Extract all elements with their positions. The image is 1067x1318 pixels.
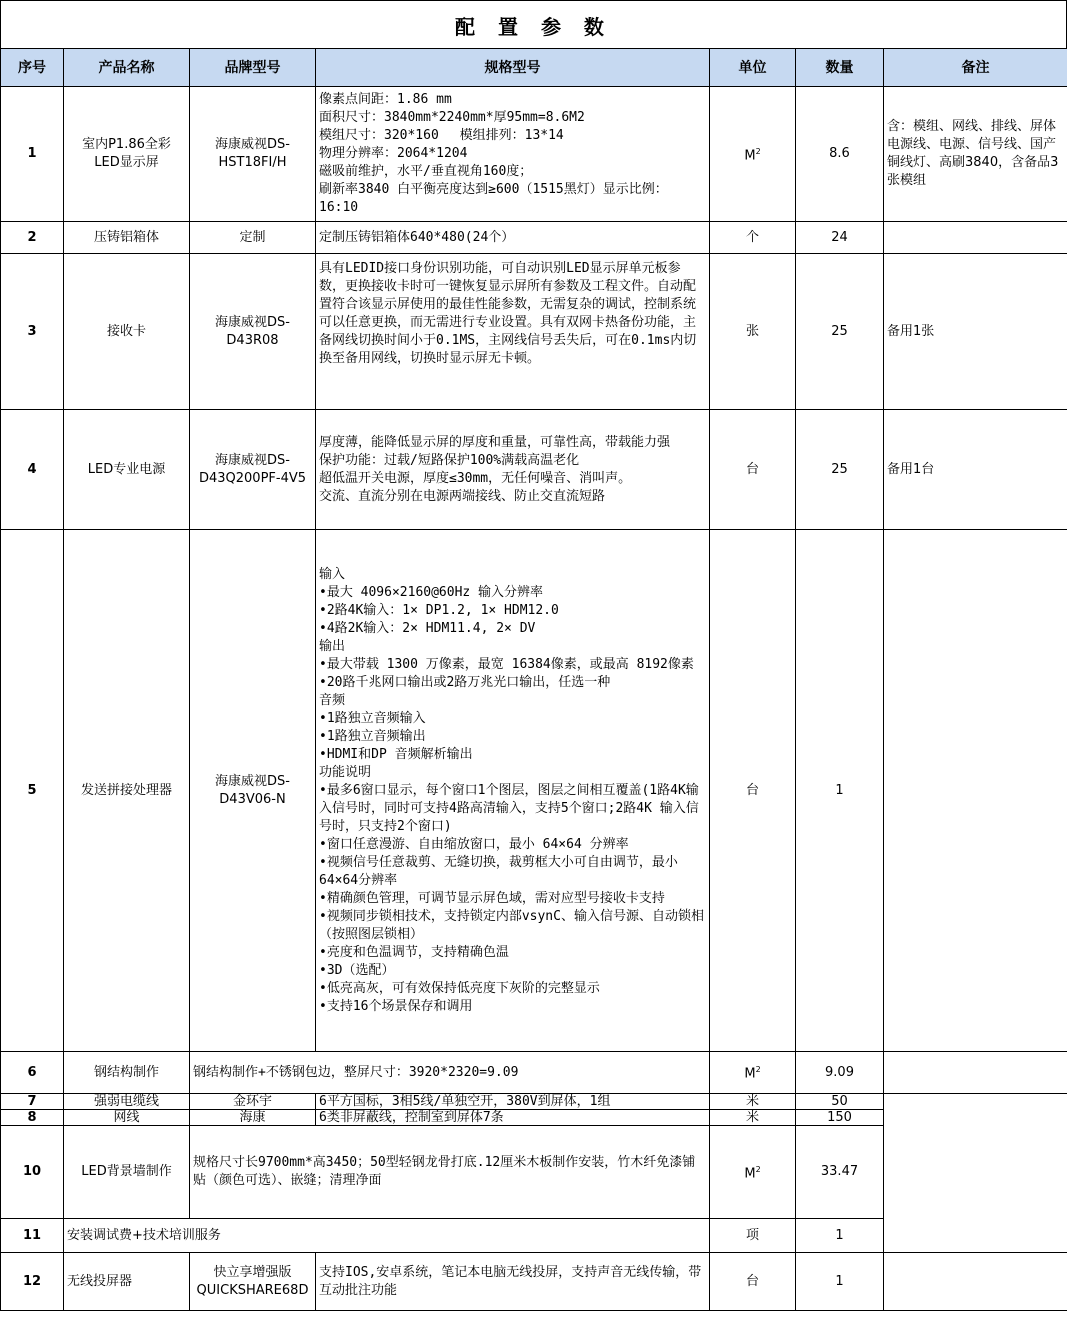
row-quantity: 150: [796, 1110, 884, 1126]
row-product-name: LED背景墙制作: [64, 1126, 190, 1219]
row-spec: 支持IOS,安卓系统，笔记本电脑无线投屏，支持声音无线传输，带互动批注功能: [316, 1253, 710, 1311]
row-spec: 6类非屏蔽线，控制室到屏体7条: [316, 1110, 710, 1126]
row-index: 3: [1, 254, 64, 410]
table-row: [1, 1094, 1067, 1110]
row-product-name: 压铸铝箱体: [64, 222, 190, 254]
row-brand-spec: 规格尺寸长9700mm*高3450；50型轻钢龙骨打底.12厘米木板制作安装，竹木纤免漆铺贴（颜色可选）、嵌缝；清理净面: [190, 1126, 710, 1219]
row-quantity: 1: [796, 530, 884, 1052]
row-unit: $M^2$: [710, 1052, 796, 1094]
row-index: 7: [1, 1094, 64, 1110]
table-row: [1, 87, 1067, 222]
row-brand: 定制: [190, 222, 316, 254]
row-product-name: 发送拼接处理器: [64, 530, 190, 1052]
row-index: 2: [1, 222, 64, 254]
row-note: 备用1台: [884, 410, 1067, 530]
row-product-name: 安装调试费+技术培训服务: [64, 1219, 710, 1253]
row-product-name: 接收卡: [64, 254, 190, 410]
row-spec: 厚度薄，能降低显示屏的厚度和重量，可靠性高，带载能力强 保护功能：过载/短路保护100%满载高温老化 超低温开关电源，厚度≤30mm，无任何噪音、消叫声。 交流、直流分别在电源两端接线、防止交直流短路: [316, 410, 710, 530]
row-unit: 台: [710, 410, 796, 530]
row-brand: 快立享增强版 QUICKSHARE68D: [190, 1253, 316, 1311]
row-spec: 像素点间距：1.86 mm 面积尺寸：3840mm*2240mm*厚95mm=8.6M2 模组尺寸：320*160 模组排列：13*14 物理分辨率：2064*1204 磁吸前维护，水平/垂直视角160度； 刷新率3840 白平衡亮度达到≥600（1515黑灯）显示比例：16:10: [316, 87, 710, 222]
row-index: 10: [1, 1126, 64, 1219]
row-unit: 个: [710, 222, 796, 254]
row-quantity: 50: [796, 1094, 884, 1110]
row-note: [884, 1052, 1067, 1094]
row-index: 4: [1, 410, 64, 530]
row-note: [884, 530, 1067, 1052]
row-quantity: 24: [796, 222, 884, 254]
row-brand: 海康: [190, 1110, 316, 1126]
table-row: [1, 222, 1067, 254]
row-index: 11: [1, 1219, 64, 1253]
row-product-name: 网线: [64, 1110, 190, 1126]
row-note: [884, 222, 1067, 254]
header-index: 序号: [1, 49, 64, 87]
row-index: 1: [1, 87, 64, 222]
table-row: [1, 1052, 1067, 1094]
row-spec: 具有LEDID接口身份识别功能，可自动识别LED显示屏单元板参数，更换接收卡时可一键恢复显示屏所有参数及工程文件。自动配置符合该显示屏使用的最佳性能参数，无需复杂的调试，控制系统可以任意更换，而无需进行专业设置。具有双网卡热备份功能，主备网线切换时间小于0.1MS，主网线信号丢失后，可在0.1ms内切换至备用网线，切换时显示屏无卡顿。: [316, 254, 710, 410]
header-brand-model: 品牌型号: [190, 49, 316, 87]
header-product-name: 产品名称: [64, 49, 190, 87]
row-unit: 张: [710, 254, 796, 410]
row-index: 12: [1, 1253, 64, 1311]
row-quantity: 33.47: [796, 1126, 884, 1219]
row-product-name: 强弱电缆线: [64, 1094, 190, 1110]
row-unit: 项: [710, 1219, 796, 1253]
row-note: [884, 1094, 1067, 1253]
row-unit: 台: [710, 1253, 796, 1311]
row-product-name: 钢结构制作: [64, 1052, 190, 1094]
row-brand: 海康威视DS- HST18FI/H: [190, 87, 316, 222]
row-spec: 6平方国标，3相5线/单独空开，380V到屏体，1组: [316, 1094, 710, 1110]
row-quantity: 9.09: [796, 1052, 884, 1094]
table-row: [1, 254, 1067, 410]
table-row: [1, 1253, 1067, 1311]
row-spec: 定制压铸铝箱体640*480(24个）: [316, 222, 710, 254]
header-spec: 规格型号: [316, 49, 710, 87]
row-quantity: 25: [796, 410, 884, 530]
row-unit: 米: [710, 1110, 796, 1126]
config-table: [0, 48, 1067, 1311]
row-index: 6: [1, 1052, 64, 1094]
header-unit: 单位: [710, 49, 796, 87]
row-product-name: 室内P1.86全彩 LED显示屏: [64, 87, 190, 222]
row-note: 备用1张: [884, 254, 1067, 410]
row-quantity: 1: [796, 1219, 884, 1253]
row-brand: 海康威视DS- D43Q200PF-4V5: [190, 410, 316, 530]
row-brand: 海康威视DS- D43R08: [190, 254, 316, 410]
header-note: 备注: [884, 49, 1067, 87]
row-note: [884, 1253, 1067, 1311]
page-title: 配 置 参 数: [0, 0, 1067, 48]
row-brand-spec: 钢结构制作+不锈钢包边，整屏尺寸：3920*2320=9.09: [190, 1052, 710, 1094]
row-index: 5: [1, 530, 64, 1052]
row-unit: $M^2$: [710, 1126, 796, 1219]
row-unit: 米: [710, 1094, 796, 1110]
row-quantity: 25: [796, 254, 884, 410]
row-brand: 金环宇: [190, 1094, 316, 1110]
row-note: 含：模组、网线、排线、屏体电源线、电源、信号线、国产铜线灯、高刷3840，含备品3张模组: [884, 87, 1067, 222]
table-row: [1, 530, 1067, 1052]
row-unit: $M^2$: [710, 87, 796, 222]
row-product-name: LED专业电源: [64, 410, 190, 530]
row-unit: 台: [710, 530, 796, 1052]
header-quantity: 数量: [796, 49, 884, 87]
row-quantity: 8.6: [796, 87, 884, 222]
table-row: [1, 410, 1067, 530]
row-brand: 海康威视DS- D43V06-N: [190, 530, 316, 1052]
row-product-name: 无线投屏器: [64, 1253, 190, 1311]
header-row: [1, 49, 1067, 87]
row-index: 8: [1, 1110, 64, 1126]
row-quantity: 1: [796, 1253, 884, 1311]
row-spec: 输入 •最大 4096×2160@60Hz 输入分辨率 •2路4K输入：1× DP1.2, 1× HDM12.0 •4路2K输入：2× HDM11.4, 2× DV 输出 •最大带载 1300 万像素，最宽 16384像素，或最高 8192像素 •20路千兆网口输出或2路万兆光口输出，任选一种 音频 •1路独立音频输入 •1路独立音频输出 •HDMI和DP 音频解析输出 功能说明 •最多6窗口显示，每个窗口1个图层，图层之间相互覆盖(1路4K输入信号时，同时可支持4路高清输入，支持5个窗口;2路4K 输入信号时，只支持2个窗口) •窗口任意漫游、自由缩放窗口，最小 64×64 分辨率 •视频信号任意裁剪、无缝切换，裁剪框大小可自由调节，最小64×64分辨率 •精确颜色管理，可调节显示屏色域，需对应型号接收卡支持 •视频同步锁相技术，支持锁定内部vsynC、输入信号源、自动锁相（按照图层锁相） •亮度和色温调节，支持精确色温 •3D（选配） •低亮高灰，可有效保持低亮度下灰阶的完整显示 •支持16个场景保存和调用: [316, 530, 710, 1052]
